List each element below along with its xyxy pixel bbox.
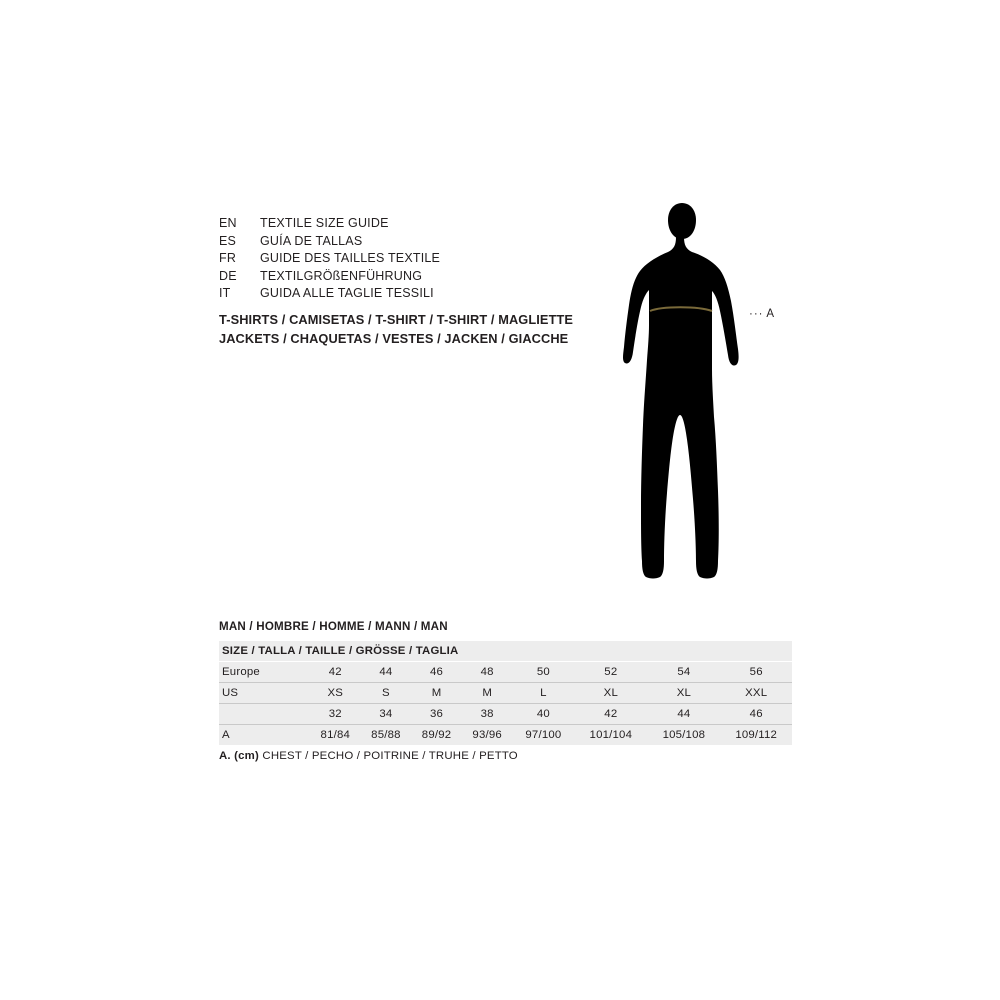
table-cell: 42 [310, 662, 361, 683]
table-cell: XS [310, 683, 361, 704]
legend-row [219, 268, 440, 286]
table-cell: 52 [574, 662, 647, 683]
legend-label: TEXTILGRÖßENFÜHRUNG [260, 268, 423, 283]
legend-row [219, 250, 440, 268]
table-header-row [219, 641, 792, 662]
table-row [219, 704, 792, 725]
legend-label: TEXTILE SIZE GUIDE [260, 216, 389, 230]
legend-code: ES [219, 233, 237, 248]
legend-label: GUIDA ALLE TAGLIE TESSILI [260, 286, 434, 301]
size-table [219, 641, 792, 745]
chest-measure-marker [749, 308, 774, 320]
table-row [219, 683, 792, 704]
legend-label: GUÍA DE TALLAS [260, 233, 363, 248]
table-cell: 109/112 [720, 725, 792, 746]
table-row [219, 662, 792, 683]
table-cell: 56 [720, 662, 792, 683]
table-cell: M [411, 683, 462, 704]
table-cell: 81/84 [310, 725, 361, 746]
table-cell: 44 [647, 704, 720, 725]
table-cell: 54 [647, 662, 720, 683]
product-line-jackets: JACKETS / CHAQUETAS / VESTES / JACKEN / GIACCHE [219, 331, 569, 346]
language-legend [219, 215, 440, 303]
legend-code: FR [219, 251, 237, 266]
row-label: A [219, 725, 310, 746]
table-cell: L [513, 683, 575, 704]
silhouette-svg [600, 195, 830, 595]
table-cell: 93/96 [462, 725, 513, 746]
table-cell: XL [647, 683, 720, 704]
table-cell: 32 [310, 704, 361, 725]
footnote-text: CHEST / PECHO / POITRINE / TRUHE / PETTO [262, 750, 518, 762]
table-cell: 89/92 [411, 725, 462, 746]
chest-footnote [219, 750, 518, 762]
table-cell: XXL [720, 683, 792, 704]
table-cell: XL [574, 683, 647, 704]
male-silhouette-figure [600, 195, 830, 595]
table-cell: S [361, 683, 412, 704]
legend-code: DE [219, 268, 237, 283]
measure-letter: A [766, 308, 775, 320]
table-cell: 97/100 [513, 725, 575, 746]
table-cell: 46 [411, 662, 462, 683]
measure-dash: ··· [749, 308, 764, 320]
row-label: Europe [219, 662, 310, 683]
product-line-tshirts: T-SHIRTS / CAMISETAS / T-SHIRT / T-SHIRT / MAGLIETTE [219, 312, 574, 327]
table-title: MAN / HOMBRE / HOMME / MANN / MAN [219, 620, 448, 633]
legend-code: IT [219, 286, 231, 301]
table-cell: 50 [513, 662, 575, 683]
table-header-label: SIZE / TALLA / TAILLE / GRÖSSE / TAGLIA [219, 641, 792, 662]
legend-row [219, 285, 440, 303]
row-label: US [219, 683, 310, 704]
table-cell: 38 [462, 704, 513, 725]
table-cell: 46 [720, 704, 792, 725]
table-cell: 48 [462, 662, 513, 683]
table-cell: 105/108 [647, 725, 720, 746]
table-cell: 34 [361, 704, 412, 725]
legend-label: GUIDE DES TAILLES TEXTILE [260, 251, 441, 266]
legend-row [219, 233, 440, 251]
table-cell: 101/104 [574, 725, 647, 746]
table-cell: 40 [513, 704, 575, 725]
table-cell: 42 [574, 704, 647, 725]
table-cell: M [462, 683, 513, 704]
legend-code: EN [219, 216, 237, 230]
footnote-prefix: A. (cm) [219, 750, 260, 762]
table-cell: 44 [361, 662, 412, 683]
legend-row [219, 215, 440, 233]
table-cell: 36 [411, 704, 462, 725]
product-category-headings [219, 310, 573, 348]
table-row [219, 725, 792, 746]
row-label [219, 704, 310, 725]
table-cell: 85/88 [361, 725, 412, 746]
